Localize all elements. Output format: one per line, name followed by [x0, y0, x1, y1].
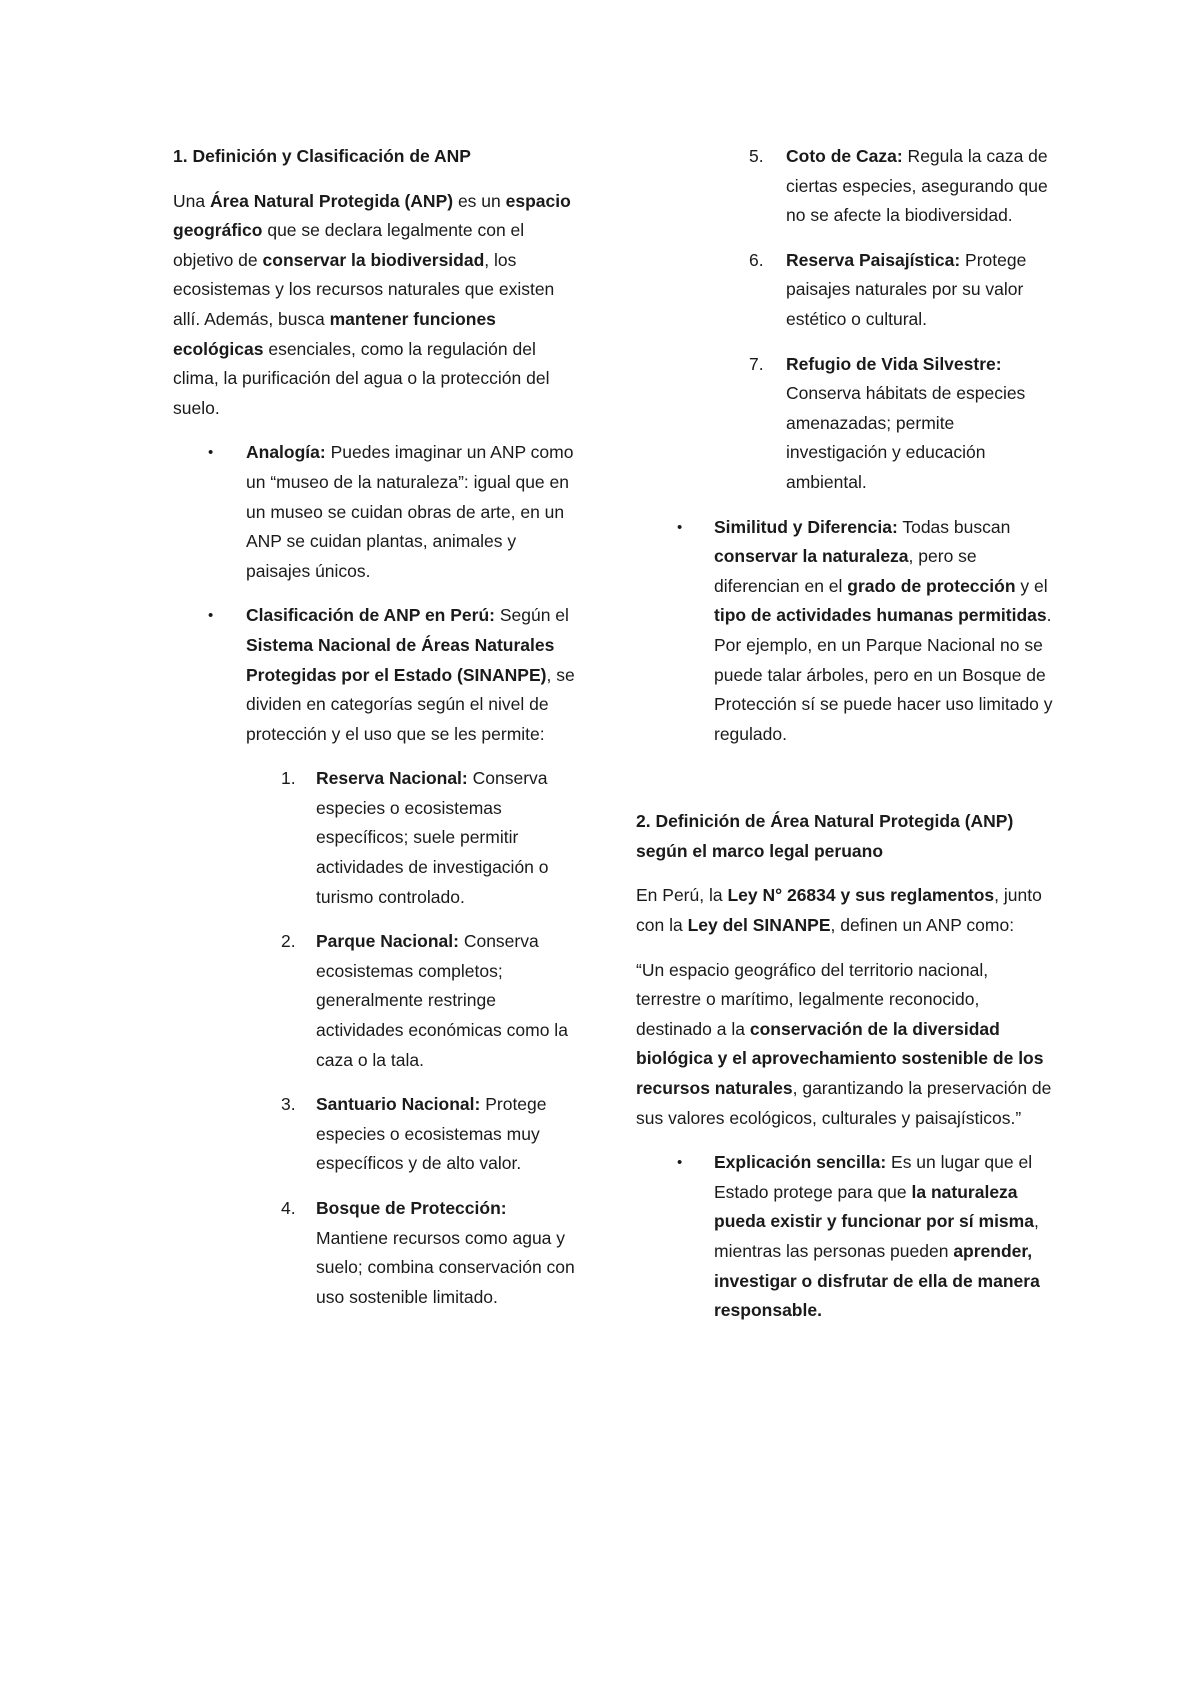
analogy-text: Analogía: Puedes imaginar un ANP como un “museo de la naturaleza”: igual que en un museo se cuidan obras de arte, en un ANP se cuidan plantas, animales y paisajes únicos. [246, 442, 574, 581]
similarity-text: Similitud y Diferencia: Todas buscan conservar la naturaleza, pero se diferencian en el grado de protección y el tipo de actividades humanas permitidas. Por ejemplo, en un Parque Nacional no se puede talar árboles, pero en un Bosque de Protección sí se puede hacer uso limitado y regulado. [714, 516, 1053, 744]
right-column [636, 142, 1056, 1341]
category-number: 4. [281, 1198, 296, 1218]
section2-title: 2. Definición de Área Natural Protegida (ANP) según el marco legal peruano [636, 811, 1014, 861]
category-name: Reserva Paisajística: [786, 249, 961, 270]
category-description: Mantiene recursos como agua y suelo; combina conservación con uso sostenible limitado. [316, 1227, 575, 1307]
category-number: 6. [749, 249, 764, 270]
bullet-icon: • [208, 607, 214, 625]
category-item [636, 142, 1056, 231]
category-number: 2. [281, 931, 296, 952]
explanation-text: Explicación sencilla: Es un lugar que el Estado protege para que la naturaleza pueda existir y funcionar por sí misma, mientras las personas pueden aprender, investigar o disfrutar de ella de manera responsable. [714, 1152, 1040, 1321]
category-description: Conserva ecosistemas completos; generalmente restringe actividades económicas como la caza o la tala. [316, 931, 568, 1070]
analogy-bullet [173, 438, 583, 586]
bullet-icon: • [677, 1154, 683, 1172]
category-name: Santuario Nacional: [316, 1094, 481, 1115]
category-name: Parque Nacional: [316, 931, 459, 952]
category-number: 3. [281, 1094, 296, 1115]
similarity-bullet [636, 513, 1056, 750]
category-name: Refugio de Vida Silvestre: [786, 353, 1002, 374]
category-number: 5. [749, 146, 764, 166]
section1-intro: Una Área Natural Protegida (ANP) es un espacio geográfico que se declara legalmente con el objetivo de conservar la biodiversidad, los ecosistemas y los recursos naturales que existen allí. Además, busca mantener funciones ecológicas esenciales, como la regulación del clima, la purificación del agua o la protección del suelo. [173, 190, 571, 418]
category-description: Protege paisajes naturales por su valor estético o cultural. [786, 249, 1027, 329]
category-item [173, 1090, 583, 1179]
section2-intro: En Perú, la Ley N° 26834 y sus reglamentos, junto con la Ley del SINANPE, definen un ANP como: [636, 885, 1042, 936]
category-list-right [636, 142, 1056, 498]
bullet-icon: • [208, 444, 214, 462]
category-name: Coto de Caza: [786, 146, 903, 166]
category-name: Reserva Nacional: [316, 768, 468, 789]
classification-text: Clasificación de ANP en Perú: Según el Sistema Nacional de Áreas Naturales Protegidas por el Estado (SINANPE), se dividen en categorías según el nivel de protección y el uso que se les permite: [246, 605, 575, 744]
left-column [173, 142, 583, 1327]
category-item [636, 350, 1056, 498]
category-name: Bosque de Protección: [316, 1198, 507, 1218]
category-list-left [173, 764, 583, 1312]
category-item [173, 764, 583, 912]
explanation-bullet [636, 1148, 1056, 1326]
category-item [636, 246, 1056, 335]
category-number: 1. [281, 768, 296, 789]
category-description: Regula la caza de ciertas especies, asegurando que no se afecte la biodiversidad. [786, 146, 1048, 226]
category-item [173, 1194, 583, 1312]
legal-quote: “Un espacio geográfico del territorio nacional, terrestre o marítimo, legalmente reconocido, destinado a la conservación de la diversidad biológica y el aprovechamiento sostenible de los recursos naturales, garantizando la preservación de sus valores ecológicos, culturales y paisajísticos.” [636, 959, 1052, 1128]
classification-bullet [173, 601, 583, 749]
category-description: Conserva hábitats de especies amenazadas; permite investigación y educación ambiental. [786, 383, 1026, 492]
category-item [173, 927, 583, 1075]
bullet-icon: • [677, 518, 683, 536]
category-description: Conserva especies o ecosistemas específicos; suele permitir actividades de investigación o turismo controlado. [316, 768, 549, 907]
category-description: Protege especies o ecosistemas muy específicos y de alto valor. [316, 1094, 547, 1174]
section1-title: 1. Definición y Clasificación de ANP [173, 146, 471, 166]
category-number: 7. [749, 353, 764, 374]
